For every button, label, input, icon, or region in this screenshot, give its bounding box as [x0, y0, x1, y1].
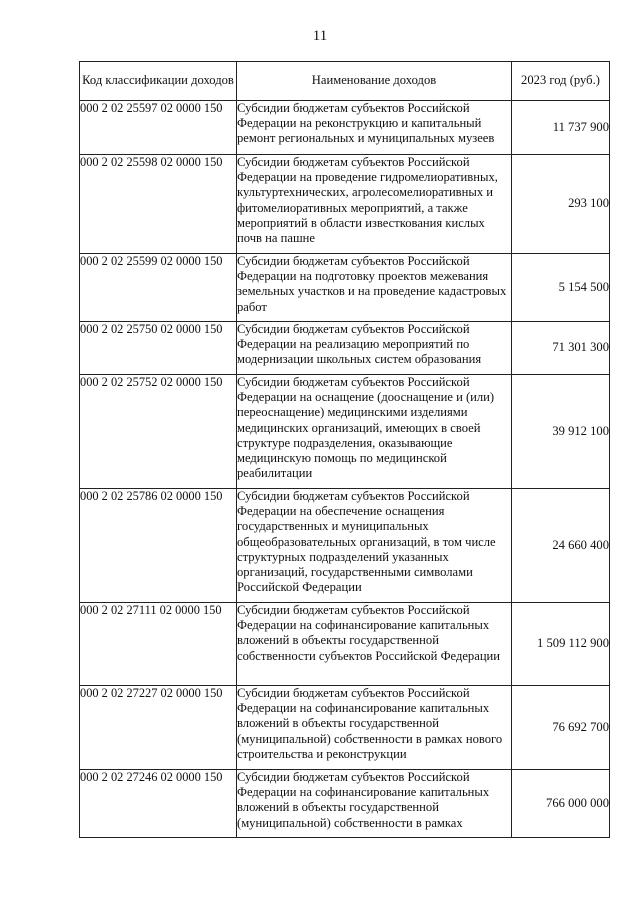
row-code: 000 2 02 27246 02 0000 150	[80, 770, 237, 838]
row-amount: 76 692 700	[512, 686, 610, 770]
row-name: Субсидии бюджетам субъектов Российской Федерации на реализацию мероприятий по модернизации школьных систем образования	[237, 322, 512, 375]
row-name: Субсидии бюджетам субъектов Российской Федерации на оснащение (дооснащение и (или) переоснащение) медицинскими изделиями медицинских организаций, имеющих в своей структуре подразделения, оказывающие медицинскую помощь по медицинской реабилитации	[237, 375, 512, 489]
row-code: 000 2 02 27227 02 0000 150	[80, 686, 237, 770]
table-row	[80, 489, 610, 603]
row-code: 000 2 02 25752 02 0000 150	[80, 375, 237, 489]
table-row	[80, 254, 610, 322]
row-name: Субсидии бюджетам субъектов Российской Федерации на реконструкцию и капитальный ремонт региональных и муниципальных музеев	[237, 101, 512, 155]
row-code: 000 2 02 25786 02 0000 150	[80, 489, 237, 603]
row-amount: 293 100	[512, 155, 610, 254]
row-amount: 71 301 300	[512, 322, 610, 375]
row-amount: 1 509 112 900	[512, 603, 610, 686]
table-row	[80, 770, 610, 838]
row-code: 000 2 02 25597 02 0000 150	[80, 101, 237, 155]
table-row	[80, 603, 610, 686]
table-row	[80, 322, 610, 375]
row-amount: 24 660 400	[512, 489, 610, 603]
row-amount: 766 000 000	[512, 770, 610, 838]
row-amount: 39 912 100	[512, 375, 610, 489]
header-name: Наименование доходов	[237, 62, 512, 101]
table-row	[80, 686, 610, 770]
row-code: 000 2 02 25598 02 0000 150	[80, 155, 237, 254]
table-header-row	[80, 62, 610, 101]
row-amount: 5 154 500	[512, 254, 610, 322]
row-code: 000 2 02 27111 02 0000 150	[80, 603, 237, 686]
header-code: Код классификации доходов	[80, 62, 237, 101]
row-amount: 11 737 900	[512, 101, 610, 155]
row-name: Субсидии бюджетам субъектов Российской Федерации на софинансирование капитальных вложений в объекты государственной (муниципальной) собственности в рамках	[237, 770, 512, 838]
row-name: Субсидии бюджетам субъектов Российской Федерации на софинансирование капитальных вложений в объекты государственной собственности субъектов Российской Федерации	[237, 603, 512, 686]
page-number: 11	[312, 28, 328, 44]
row-name: Субсидии бюджетам субъектов Российской Федерации на подготовку проектов межевания земельных участков и на проведение кадастровых работ	[237, 254, 512, 322]
header-amount: 2023 год (руб.)	[512, 62, 610, 101]
row-name: Субсидии бюджетам субъектов Российской Федерации на обеспечение оснащения государственных и муниципальных общеобразовательных организаций, в том числе структурных подразделений указанных организаций, государственными символами Российской Федерации	[237, 489, 512, 603]
table-row	[80, 375, 610, 489]
revenue-table	[79, 61, 610, 838]
table-row	[80, 155, 610, 254]
row-name: Субсидии бюджетам субъектов Российской Федерации на софинансирование капитальных вложений в объекты государственной (муниципальной) собственности в рамках нового строительства и реконструкции	[237, 686, 512, 770]
table-row	[80, 101, 610, 155]
row-name: Субсидии бюджетам субъектов Российской Федерации на проведение гидромелиоративных, культуртехнических, агролесомелиоративных и фитомелиоративных мероприятий, а также мероприятий в области известкования кислых почв на пашне	[237, 155, 512, 254]
row-code: 000 2 02 25750 02 0000 150	[80, 322, 237, 375]
row-code: 000 2 02 25599 02 0000 150	[80, 254, 237, 322]
